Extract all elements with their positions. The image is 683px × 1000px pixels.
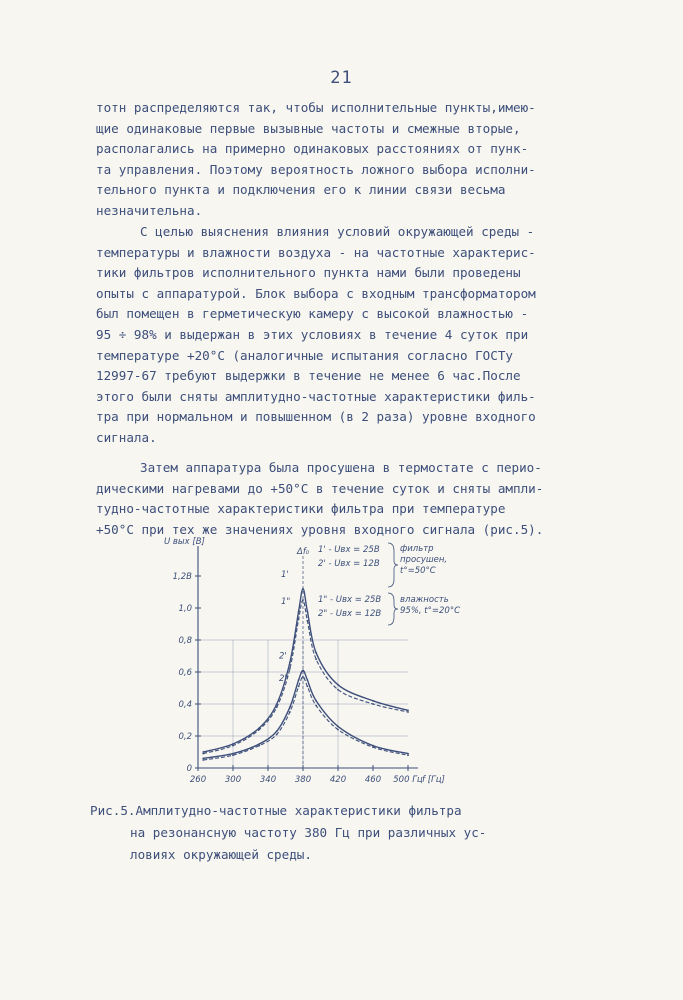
legend-note: просушен,: [400, 555, 448, 565]
series-label: 1': [281, 569, 289, 580]
y-tick-label: 1,0: [178, 604, 192, 614]
text-line: тудно-частотные характеристики фильтра при температуре: [96, 501, 506, 517]
data-point: [258, 743, 260, 745]
text-line: тики фильтров исполнительного пункта нами были проведены: [96, 265, 521, 281]
legend-text: 2" - Uвх = 12В: [318, 609, 382, 619]
text-line: тра при нормальном и повышенном (в 2 раза) уровне входного: [96, 409, 536, 425]
data-point: [315, 705, 317, 707]
data-point: [337, 689, 339, 691]
text-line: С целью выяснения влияния условий окружающей среды -: [140, 224, 535, 239]
data-point: [258, 745, 260, 747]
data-point: [407, 711, 409, 713]
y-tick-label: 0,8: [178, 636, 192, 646]
x-axis-label: f [Гц]: [422, 775, 445, 785]
legend-note: 95%, t°=20°С: [400, 606, 461, 616]
x-tick-label: 500 Гц: [393, 775, 423, 785]
series-label: 2': [279, 651, 287, 662]
data-point: [276, 703, 278, 705]
text-line: 95 ÷ 98% и выдержан в этих условиях в течение 4 суток при: [96, 326, 529, 342]
data-point: [289, 662, 291, 664]
data-point: [298, 610, 300, 612]
x-tick-label: 300: [224, 775, 242, 785]
text-line: тотн распределяются так, чтобы исполнительные пункты,имею-: [96, 100, 536, 115]
data-point: [289, 711, 291, 713]
data-point: [372, 700, 374, 702]
data-point: [372, 745, 374, 747]
text-line: температуры и влажности воздуха - на частотные характерис-: [96, 244, 536, 260]
data-point: [372, 746, 374, 748]
legend-note: фильтр: [400, 544, 434, 554]
legend-text: 2' - Uвх = 12В: [318, 559, 380, 569]
y-tick-label: 0,4: [178, 700, 192, 710]
data-point: [276, 730, 278, 732]
data-point: [337, 726, 339, 728]
data-point: [315, 700, 317, 702]
y-tick-label: 0: [186, 764, 192, 774]
data-point: [298, 679, 300, 681]
data-point: [302, 670, 304, 672]
y-tick-label: 1,2В: [172, 572, 192, 582]
figure-caption: [90, 800, 590, 866]
text-line: тельного пункта и подключения его к линии связи весьма: [96, 182, 506, 198]
text-line: та управления. Поэтому вероятность ложного выбора исполни-: [96, 161, 536, 177]
caption-line: ловиях окружающей среды.: [130, 847, 312, 862]
text-line: располагались на примерно одинаковых расстояниях от пунк-: [96, 141, 529, 157]
text-line: опыты с аппаратурой. Блок выбора с входным трансформатором: [96, 285, 536, 301]
data-point: [315, 652, 317, 654]
legend-note: t°=50°С: [400, 566, 436, 576]
data-point: [298, 618, 300, 620]
paragraph-1: [96, 98, 586, 222]
data-point: [202, 758, 204, 760]
data-point: [337, 684, 339, 686]
data-point: [302, 676, 304, 678]
data-point: [232, 754, 234, 756]
frequency-response-chart: [140, 532, 590, 792]
page-number: 21: [330, 68, 353, 88]
text-line: 12997-67 требуют выдержки в течение не менее 6 час.После: [96, 368, 521, 384]
data-point: [302, 599, 304, 601]
data-point: [337, 729, 339, 731]
data-point: [407, 710, 409, 712]
data-point: [306, 620, 308, 622]
text-line: незначительна.: [96, 202, 203, 218]
caption-line: на резонансную частоту 380 Гц при различных ус-: [130, 825, 487, 840]
data-point: [372, 703, 374, 705]
data-point: [407, 753, 409, 755]
caption-line: Рис.5.Амплитудно-частотные характеристики фильтра: [90, 803, 462, 818]
data-point: [306, 610, 308, 612]
text-line: щие одинаковые первые вызывные частоты и смежные вторые,: [96, 120, 521, 136]
x-tick-label: 260: [189, 775, 207, 785]
text-line: Затем аппаратура была просушена в термостате с перио-: [140, 460, 542, 475]
text-line: +50°С при тех же значениях уровня входного сигнала (рис.5).: [96, 521, 544, 537]
data-point: [298, 686, 300, 688]
legend-brace: [388, 593, 398, 625]
data-point: [202, 759, 204, 761]
text-line: этого были сняты амплитудно-частотные характеристики филь-: [96, 388, 536, 404]
data-point: [306, 679, 308, 681]
legend-text: 1' - Uвх = 25В: [318, 545, 380, 555]
legend-brace: [388, 543, 398, 587]
figure-5: [140, 532, 590, 792]
data-point: [407, 754, 409, 756]
y-tick-label: 0,6: [178, 668, 192, 678]
data-point: [306, 686, 308, 688]
data-point: [232, 745, 234, 747]
text-line: был помещен в герметическую камеру с высокой влажностью -: [96, 306, 529, 322]
legend-note: влажность: [400, 595, 449, 605]
data-point: [202, 751, 204, 753]
data-point: [276, 706, 278, 708]
x-tick-label: 460: [364, 775, 382, 785]
paragraph-3: [96, 458, 586, 540]
data-point: [302, 588, 304, 590]
data-point: [232, 743, 234, 745]
y-tick-label: 0,2: [178, 732, 192, 742]
legend-text: 1" - Uвх = 25В: [318, 595, 382, 605]
data-point: [232, 753, 234, 755]
data-point: [289, 706, 291, 708]
x-tick-label: 340: [259, 775, 277, 785]
data-point: [258, 729, 260, 731]
paragraph-2: [96, 222, 586, 449]
data-point: [276, 734, 278, 736]
data-point: [315, 658, 317, 660]
series-label: 2": [279, 673, 289, 684]
text-line: температуре +20°С (аналогичные испытания согласно ГОСТу: [96, 347, 514, 363]
text-line: дическими нагревами до +50°С в течение суток и сняты ампли-: [96, 480, 544, 496]
series-label: 1": [281, 597, 291, 607]
text-line: сигнала.: [96, 429, 157, 445]
data-point: [202, 753, 204, 755]
peak-marker-label: Δf₀: [297, 547, 310, 557]
x-tick-label: 420: [329, 775, 347, 785]
x-tick-label: 380: [294, 775, 312, 785]
data-point: [289, 668, 291, 670]
y-axis-label: U вых [В]: [164, 537, 205, 547]
